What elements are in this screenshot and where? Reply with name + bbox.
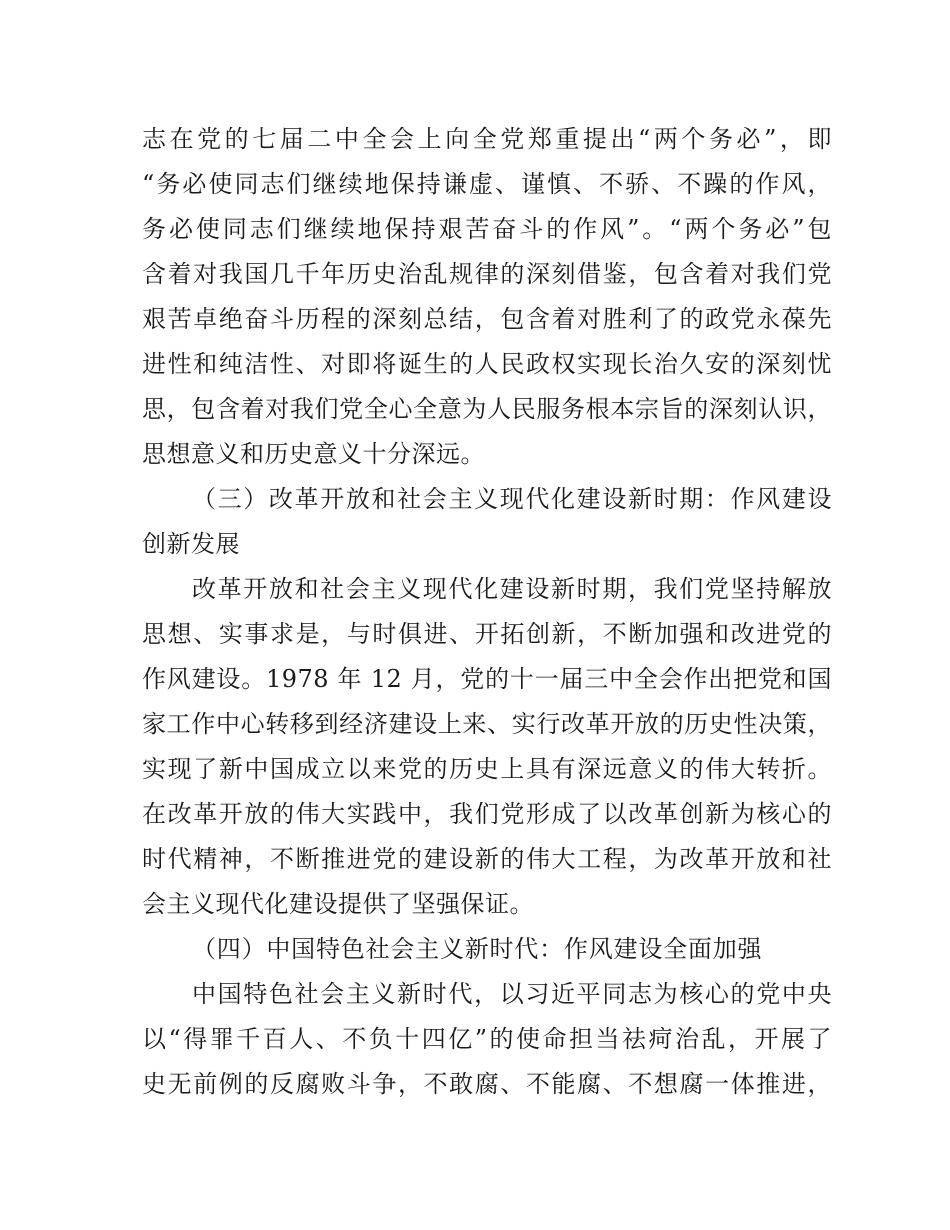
paragraph-2-line-1: 改革开放和社会主义现代化建设新时期，我们党坚持解放 <box>192 575 832 603</box>
paragraph-1-line-6: 进性和纯洁性、对即将诞生的人民政权实现长治久安的深刻忧 <box>142 350 832 378</box>
paragraph-2-line-4: 家工作中心转移到经济建设上来、实行改革开放的历史性决策， <box>142 710 832 738</box>
paragraph-1-line-7: 思，包含着对我们党全心全意为人民服务根本宗旨的深刻认识， <box>142 395 832 423</box>
paragraph-2-line-6: 在改革开放的伟大实践中，我们党形成了以改革创新为核心的 <box>142 800 832 828</box>
paragraph-2-line-7: 时代精神，不断推进党的建设新的伟大工程，为改革开放和社 <box>142 845 832 873</box>
paragraph-2-line-8: 会主义现代化建设提供了坚强保证。 <box>142 890 534 918</box>
paragraph-1-line-8: 思想意义和历史意义十分深远。 <box>142 440 485 468</box>
section-heading-3-line-2: 创新发展 <box>142 530 240 558</box>
paragraph-3-line-1: 中国特色社会主义新时代，以习近平同志为核心的党中央 <box>192 980 832 1008</box>
paragraph-2-line-3: 作风建设。1978 年 12 月，党的十一届三中全会作出把党和国 <box>142 665 832 693</box>
paragraph-1-line-1: 志在党的七届二中全会上向全党郑重提出“两个务必”，即 <box>142 125 832 153</box>
paragraph-1-line-2: “务必使同志们继续地保持谦虚、谨慎、不骄、不躁的作风， <box>142 170 832 198</box>
section-heading-3-line-1: （三）改革开放和社会主义现代化建设新时期：作风建设 <box>192 485 832 513</box>
paragraph-1-line-5: 艰苦卓绝奋斗历程的深刻总结，包含着对胜利了的政党永葆先 <box>142 305 832 333</box>
paragraph-3-line-3: 史无前例的反腐败斗争，不敢腐、不能腐、不想腐一体推进， <box>142 1070 832 1098</box>
paragraph-2-line-2: 思想、实事求是，与时俱进、开拓创新，不断加强和改进党的 <box>142 620 832 648</box>
paragraph-1-line-4: 含着对我国几千年历史治乱规律的深刻借鉴，包含着对我们党 <box>142 260 832 288</box>
paragraph-2-line-5: 实现了新中国成立以来党的历史上具有深远意义的伟大转折。 <box>142 755 832 783</box>
paragraph-1-line-3: 务必使同志们继续地保持艰苦奋斗的作风”。“两个务必”包 <box>142 215 832 243</box>
paragraph-3-line-2: 以“得罪千百人、不负十四亿”的使命担当祛疴治乱，开展了 <box>142 1025 832 1053</box>
section-heading-4: （四）中国特色社会主义新时代：作风建设全面加强 <box>192 935 762 963</box>
